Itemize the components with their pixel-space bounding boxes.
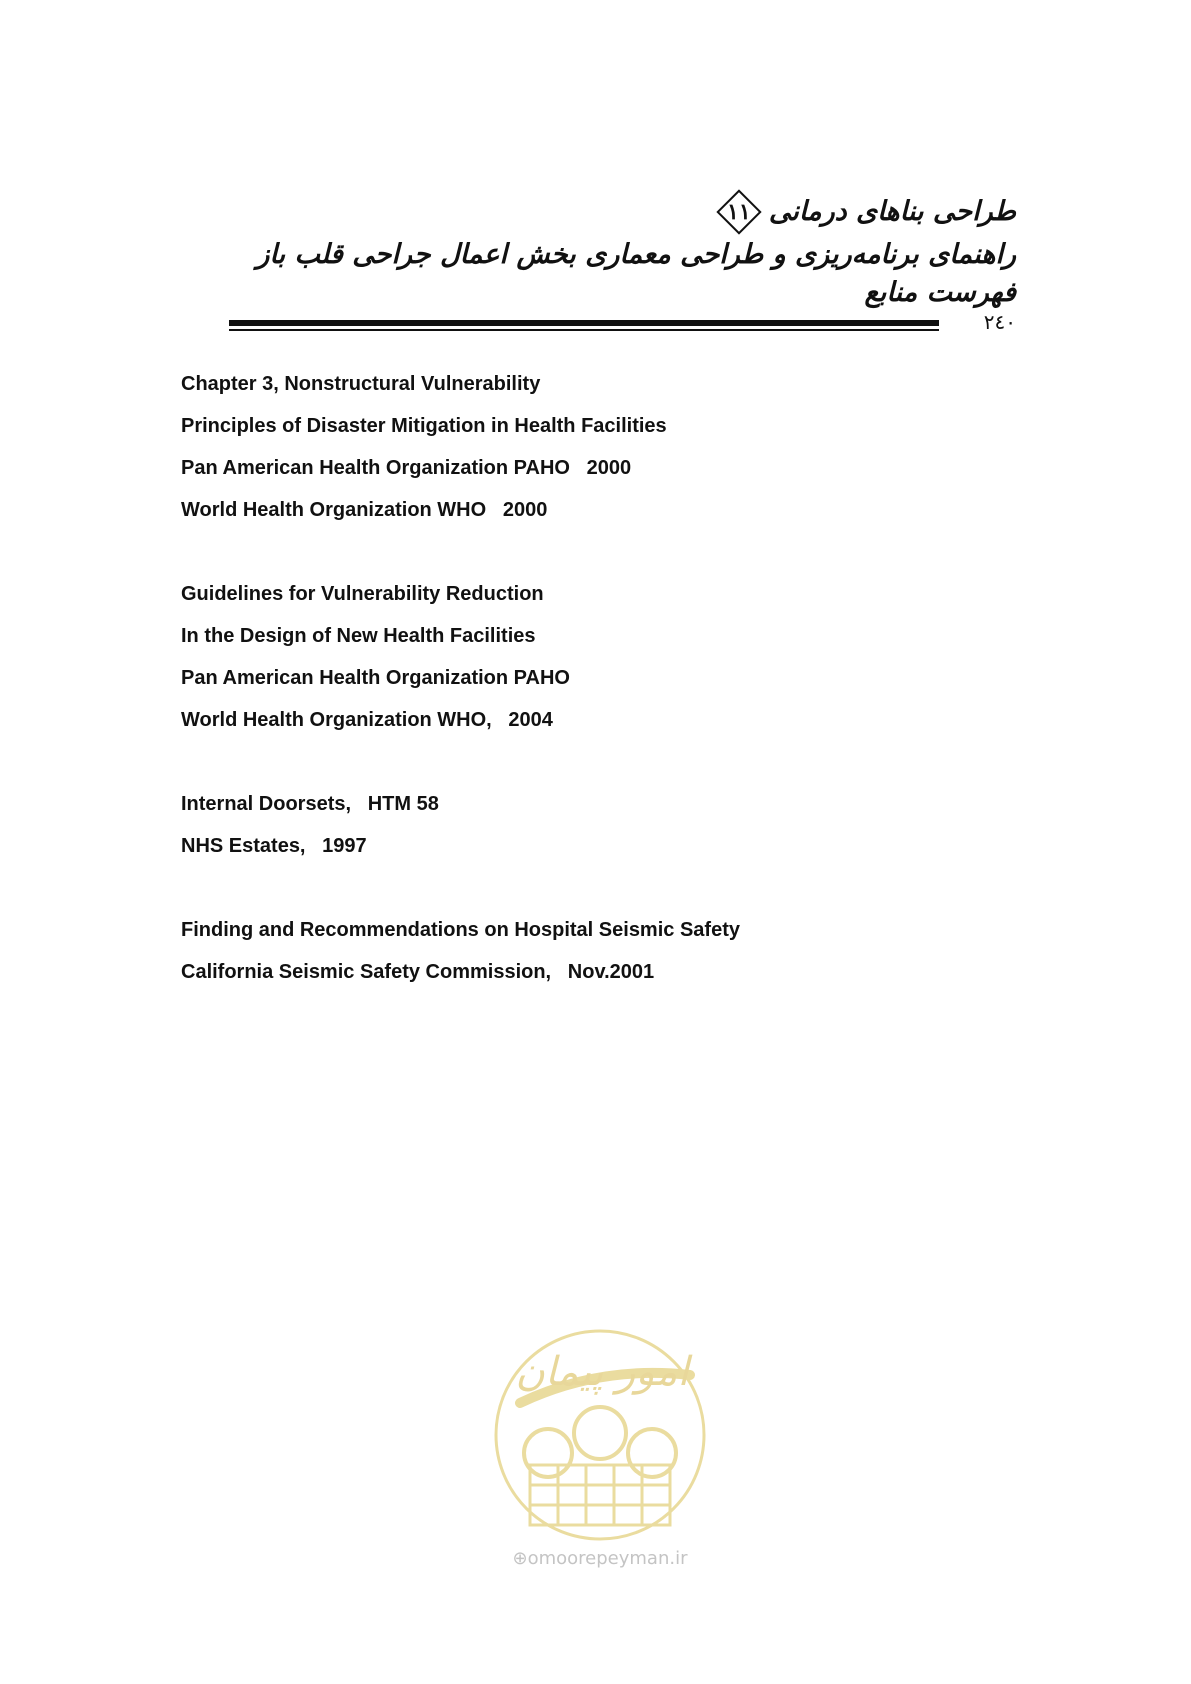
header-subtitle: راهنمای برنامه‌ریزی و طراحی معماری بخش اعمال جراحی قلب باز bbox=[256, 239, 1016, 270]
reference-line: Principles of Disaster Mitigation in Health Facilities bbox=[181, 415, 667, 437]
header-title-row bbox=[376, 188, 1016, 236]
reference-list bbox=[181, 368, 981, 1040]
volume-number: ١١ bbox=[727, 199, 751, 225]
reference-entry bbox=[181, 368, 981, 536]
globe-icon: ⊕ bbox=[512, 1548, 528, 1569]
reference-entry bbox=[181, 578, 981, 746]
logo-script: امور پیمان bbox=[515, 1349, 689, 1395]
reference-line: Pan American Health Organization PAHO bbox=[181, 667, 570, 689]
header-rule-thick bbox=[229, 320, 939, 326]
watermark-site bbox=[500, 1548, 700, 1569]
running-header bbox=[256, 188, 1016, 312]
watermark-url: omoorepeyman.ir bbox=[527, 1548, 688, 1569]
reference-line: Finding and Recommendations on Hospital Seismic Safety bbox=[181, 919, 740, 941]
reference-line: NHS Estates, 1997 bbox=[181, 835, 367, 857]
watermark-logo bbox=[490, 1325, 710, 1545]
reference-line: World Health Organization WHO, 2004 bbox=[181, 709, 553, 731]
book-title: طراحی بناهای درمانی bbox=[768, 196, 1016, 227]
reference-line: Internal Doorsets, HTM 58 bbox=[181, 793, 439, 815]
reference-line: California Seismic Safety Commission, Nov.2001 bbox=[181, 961, 655, 983]
reference-entry bbox=[181, 914, 981, 998]
reference-line: In the Design of New Health Facilities bbox=[181, 625, 536, 647]
page-number: ٢٤٠ bbox=[983, 310, 1016, 334]
reference-line: Guidelines for Vulnerability Reduction bbox=[181, 583, 544, 605]
reference-line: Pan American Health Organization PAHO 2000 bbox=[181, 457, 632, 479]
reference-line: Chapter 3, Nonstructural Vulnerability bbox=[181, 373, 541, 395]
volume-badge bbox=[715, 188, 763, 236]
header-rule-thin bbox=[229, 329, 939, 331]
reference-entry bbox=[181, 788, 981, 872]
header-section: فهرست منابع bbox=[864, 277, 1016, 308]
reference-line: World Health Organization WHO 2000 bbox=[181, 499, 548, 521]
